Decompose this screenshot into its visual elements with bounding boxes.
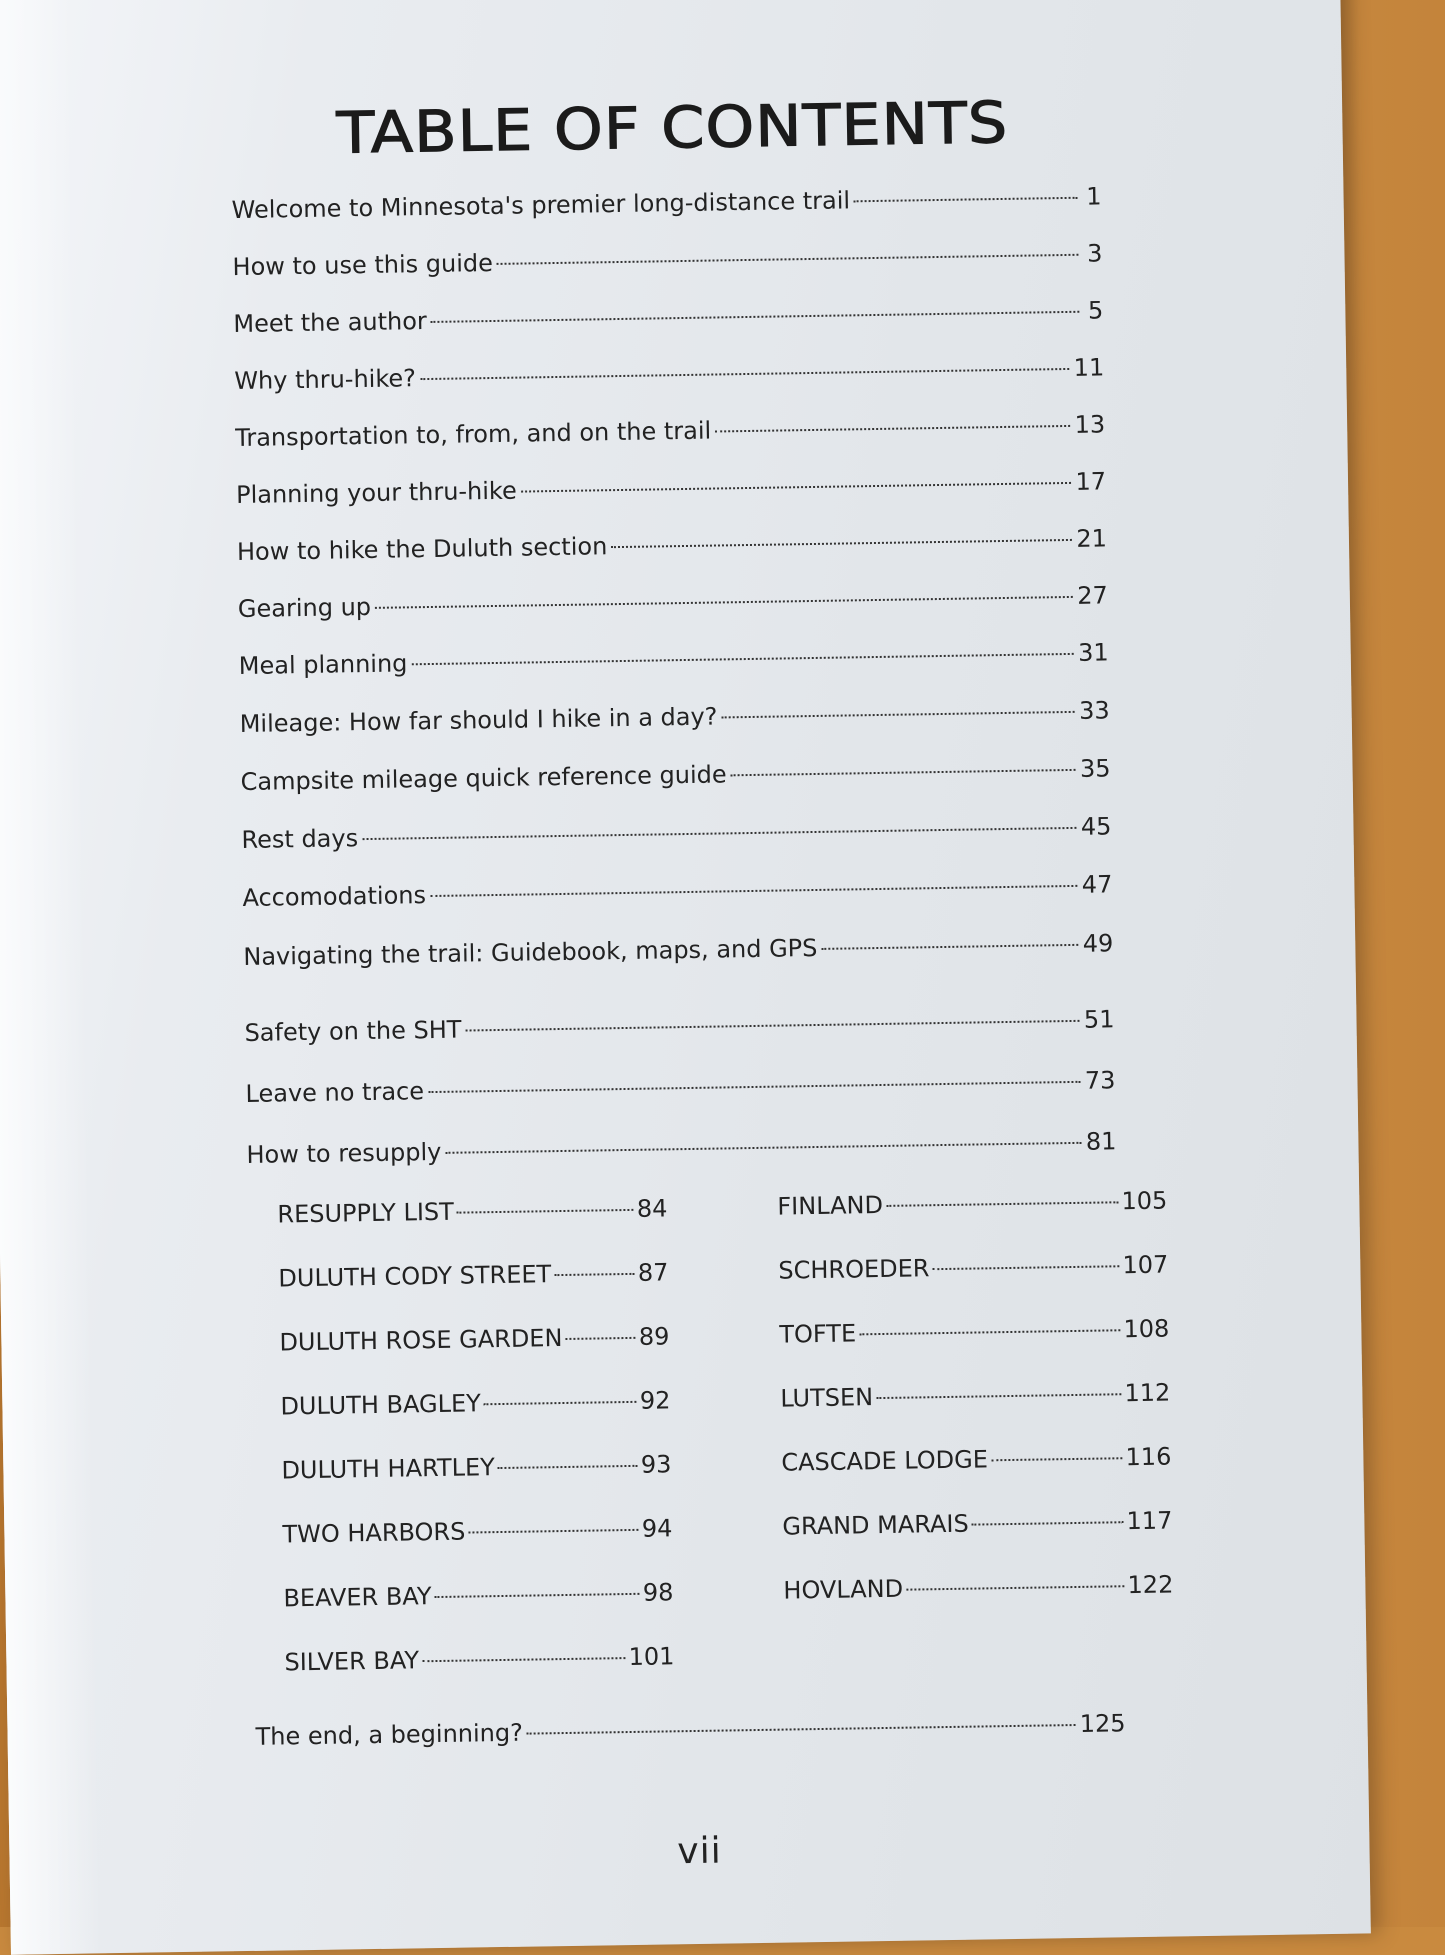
resupply-entry-label: RESUPPLY LIST bbox=[277, 1197, 455, 1229]
resupply-entry-page: 93 bbox=[640, 1450, 672, 1479]
resupply-entry bbox=[783, 1570, 1173, 1604]
resupply-entry bbox=[282, 1514, 672, 1548]
resupply-entry-page: 84 bbox=[636, 1194, 668, 1223]
toc-entry bbox=[246, 1127, 1116, 1169]
dot-leader bbox=[859, 1329, 1120, 1335]
toc-entry-label: How to resupply bbox=[246, 1137, 442, 1169]
toc-entry-page: 45 bbox=[1080, 812, 1112, 841]
resupply-entry-page: 116 bbox=[1125, 1442, 1172, 1472]
resupply-entry-label: SCHROEDER bbox=[778, 1254, 930, 1285]
dot-leader bbox=[906, 1585, 1124, 1590]
toc-entry-label: Safety on the SHT bbox=[244, 1015, 462, 1047]
dot-leader bbox=[497, 254, 1079, 265]
resupply-entry-label: DULUTH ROSE GARDEN bbox=[279, 1324, 563, 1357]
toc-entry-label: Gearing up bbox=[237, 592, 372, 624]
resupply-entry bbox=[283, 1578, 673, 1612]
toc-entry-label: The end, a beginning? bbox=[255, 1718, 524, 1751]
page-number: vii bbox=[677, 1830, 722, 1873]
resupply-entry-label: TWO HARBORS bbox=[282, 1517, 466, 1549]
dot-leader bbox=[422, 1657, 626, 1662]
resupply-entry bbox=[277, 1194, 667, 1228]
toc-entry-label: Meal planning bbox=[238, 649, 408, 681]
toc-entry bbox=[238, 581, 1108, 623]
page-highlight bbox=[0, 0, 101, 1955]
dot-leader bbox=[431, 311, 1080, 323]
toc-entry-page: 47 bbox=[1081, 870, 1113, 899]
toc-entry bbox=[242, 870, 1112, 912]
toc-entry-page: 81 bbox=[1085, 1127, 1117, 1156]
resupply-entry-label: GRAND MARAIS bbox=[782, 1509, 969, 1541]
dot-leader bbox=[468, 1529, 639, 1534]
resupply-entry-page: 117 bbox=[1126, 1506, 1173, 1536]
resupply-entry-page: 89 bbox=[638, 1322, 670, 1351]
resupply-entry-page: 87 bbox=[637, 1258, 669, 1287]
toc-entry-page: 11 bbox=[1073, 353, 1105, 382]
resupply-entry bbox=[284, 1642, 674, 1676]
resupply-entry-label: HOVLAND bbox=[783, 1574, 904, 1605]
toc-entry-label: How to use this guide bbox=[232, 248, 494, 282]
dot-leader bbox=[457, 1209, 634, 1214]
resupply-entry-page: 122 bbox=[1127, 1570, 1174, 1600]
resupply-entry bbox=[777, 1187, 1167, 1221]
toc-entry-page: 21 bbox=[1076, 524, 1108, 553]
toc-entry-label: Leave no trace bbox=[245, 1077, 425, 1108]
resupply-entry-label: DULUTH CODY STREET bbox=[278, 1260, 552, 1293]
toc-entry bbox=[231, 182, 1101, 224]
dot-leader bbox=[521, 482, 1072, 493]
dot-leader bbox=[972, 1521, 1124, 1525]
toc-entry-label: Campsite mileage quick reference guide bbox=[240, 760, 727, 797]
toc-entry bbox=[245, 1066, 1115, 1108]
resupply-entry bbox=[281, 1450, 671, 1484]
dot-leader bbox=[854, 197, 1078, 203]
toc-entry-page: 27 bbox=[1077, 581, 1109, 610]
page-title: TABLE OF CONTENTS bbox=[336, 88, 1009, 167]
dot-leader bbox=[721, 711, 1075, 719]
toc-entry-label: Navigating the trail: Guidebook, maps, and GPS bbox=[243, 933, 818, 971]
toc-main bbox=[231, 182, 1174, 1751]
resupply-entry bbox=[782, 1506, 1172, 1540]
resupply-entry-page: 112 bbox=[1124, 1378, 1171, 1408]
dot-leader bbox=[876, 1393, 1121, 1399]
dot-leader bbox=[465, 1020, 1080, 1032]
resupply-entry-label: SILVER BAY bbox=[284, 1646, 420, 1677]
dot-leader bbox=[375, 596, 1073, 609]
toc-entry bbox=[233, 296, 1103, 338]
resupply-entry-page: 107 bbox=[1122, 1250, 1169, 1280]
toc-entry-label: Mileage: How far should I hike in a day? bbox=[239, 702, 718, 739]
dot-leader bbox=[611, 539, 1072, 548]
dot-leader bbox=[731, 769, 1076, 776]
dot-leader bbox=[554, 1273, 635, 1276]
dot-leader bbox=[565, 1337, 635, 1340]
dot-leader bbox=[435, 1593, 640, 1598]
toc-entry-label: Meet the author bbox=[233, 307, 428, 339]
toc-entry-page: 31 bbox=[1077, 638, 1109, 667]
toc-entry bbox=[243, 929, 1113, 971]
toc-entry-label: Planning your thru-hike bbox=[235, 476, 517, 510]
dot-leader bbox=[484, 1401, 637, 1405]
toc-entry bbox=[239, 638, 1109, 680]
toc-entry-label: How to hike the Duluth section bbox=[236, 532, 608, 567]
resupply-entry-label: FINLAND bbox=[777, 1190, 884, 1221]
resupply-entry-label: TOFTE bbox=[779, 1319, 857, 1349]
toc-entry-label: Welcome to Minnesota's premier long-distance trail bbox=[231, 186, 851, 225]
toc-entry-page: 33 bbox=[1078, 696, 1110, 725]
resupply-entry-label: CASCADE LODGE bbox=[781, 1445, 989, 1477]
resupply-entry-page: 92 bbox=[639, 1386, 671, 1415]
toc-entry-page: 5 bbox=[1087, 296, 1104, 325]
resupply-entry-page: 108 bbox=[1123, 1314, 1170, 1344]
resupply-entry bbox=[781, 1442, 1171, 1476]
toc-entry-page: 3 bbox=[1086, 239, 1103, 268]
toc-entry bbox=[236, 467, 1106, 509]
resupply-entry-page: 98 bbox=[642, 1578, 674, 1607]
dot-leader bbox=[886, 1201, 1119, 1207]
toc-entry-page: 1 bbox=[1086, 182, 1102, 211]
toc-entry bbox=[239, 696, 1109, 738]
resupply-entry-page: 101 bbox=[628, 1642, 675, 1672]
dot-leader bbox=[430, 885, 1078, 897]
resupply-entry bbox=[778, 1250, 1168, 1284]
toc-entry bbox=[237, 524, 1107, 566]
toc-entry-label: Why thru-hike? bbox=[234, 364, 417, 396]
toc-entry-page: 125 bbox=[1079, 1709, 1126, 1738]
toc-entry-page: 73 bbox=[1084, 1066, 1116, 1095]
toc-entry bbox=[255, 1709, 1125, 1751]
dot-leader bbox=[362, 827, 1077, 840]
resupply-entry bbox=[280, 1386, 670, 1420]
toc-entry bbox=[232, 239, 1102, 281]
dot-leader bbox=[821, 944, 1078, 950]
toc-entry-label: Accomodations bbox=[242, 881, 427, 912]
dot-leader bbox=[932, 1265, 1119, 1270]
resupply-entry-label: LUTSEN bbox=[780, 1383, 874, 1413]
toc-entry-label: Rest days bbox=[241, 824, 359, 854]
resupply-entry bbox=[278, 1258, 668, 1292]
toc-entry bbox=[235, 410, 1105, 452]
toc-entry bbox=[244, 1005, 1114, 1047]
resupply-entry-page: 105 bbox=[1121, 1186, 1168, 1216]
resupply-entry-label: DULUTH BAGLEY bbox=[280, 1389, 482, 1421]
dot-leader bbox=[715, 425, 1070, 433]
toc-entry-page: 35 bbox=[1079, 754, 1111, 783]
toc-entry-label: Transportation to, from, and on the trail bbox=[235, 416, 712, 453]
resupply-entry-label: DULUTH HARTLEY bbox=[281, 1453, 496, 1485]
dot-leader bbox=[498, 1465, 638, 1469]
dot-leader bbox=[428, 1081, 1081, 1093]
dot-leader bbox=[527, 1724, 1076, 1735]
dot-leader bbox=[411, 653, 1074, 665]
resupply-entry-label: BEAVER BAY bbox=[283, 1582, 432, 1613]
toc-entry-page: 51 bbox=[1083, 1005, 1115, 1034]
toc-entry bbox=[234, 353, 1104, 395]
toc-entry-page: 49 bbox=[1082, 929, 1114, 958]
dot-leader bbox=[445, 1142, 1082, 1154]
resupply-entry bbox=[779, 1314, 1169, 1348]
toc-entry bbox=[241, 812, 1111, 854]
toc-entry bbox=[240, 754, 1110, 796]
resupply-entry bbox=[279, 1322, 669, 1356]
toc-entry-page: 17 bbox=[1075, 467, 1107, 496]
resupply-entry bbox=[780, 1378, 1170, 1412]
toc-entry-page: 13 bbox=[1074, 410, 1106, 439]
dot-leader bbox=[420, 368, 1070, 380]
dot-leader bbox=[991, 1457, 1123, 1461]
resupply-entry-page: 94 bbox=[641, 1514, 673, 1543]
